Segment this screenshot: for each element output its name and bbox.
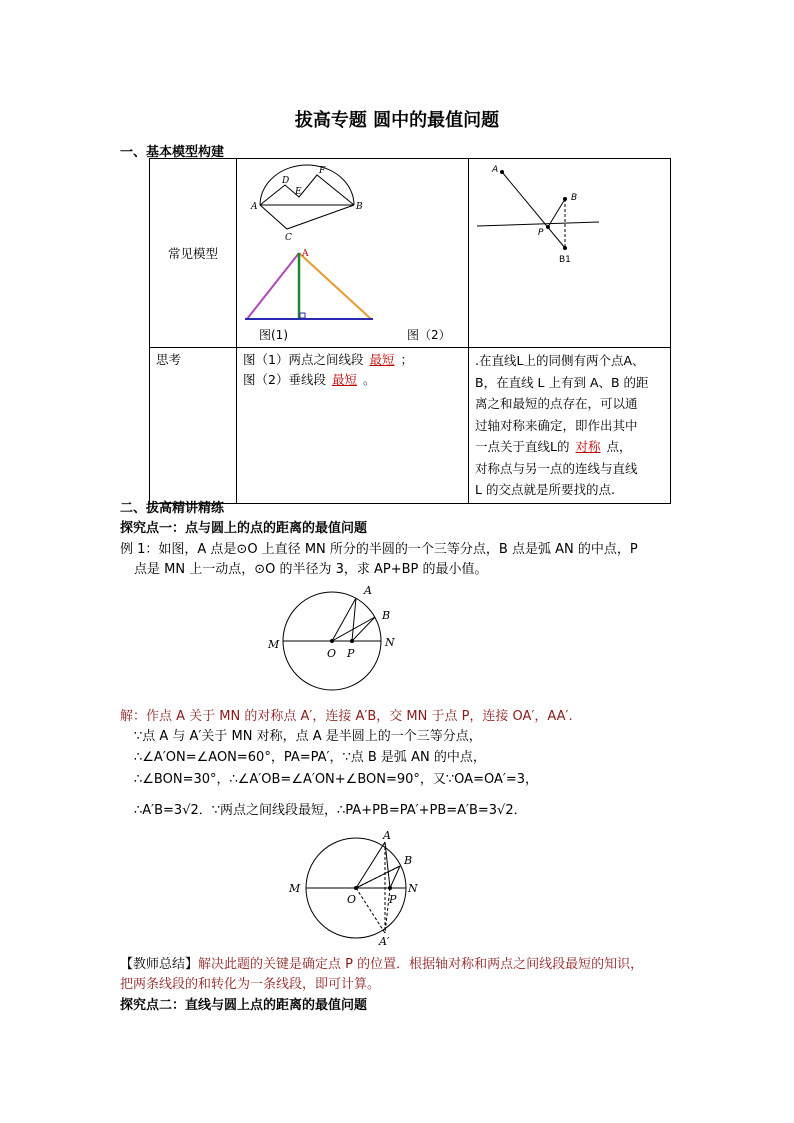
- fig2-label-a: A: [302, 249, 309, 259]
- cell-think-answers: [237, 348, 469, 504]
- c1-label-m: M: [268, 638, 280, 651]
- solution-line-5: ∴A′B=3√2．∵两点之间线段最短，∴PA+PB=PA′+PB=A′B=3√2．: [134, 803, 527, 818]
- row-label-models-text: 常见模型: [167, 246, 218, 261]
- explore-heading-2: 探究点二：直线与圆上点的距离的最值问题: [120, 998, 368, 1013]
- figure-1-2: [237, 159, 468, 347]
- c1-label-a: A: [364, 584, 372, 597]
- solution-line-1: 解：作点 A 关于 MN 的对称点 A′，连接 A′B，交 MN 于点 P，连接 OA′，AA′.: [120, 709, 573, 724]
- circle-figure-2: [285, 830, 435, 950]
- c1-label-o: O: [327, 647, 337, 660]
- fig1-label-f: F: [319, 166, 326, 176]
- think-line-1: 图（1）两点之间线段 最短 ；: [243, 352, 413, 367]
- cell-figures: [237, 159, 469, 348]
- fig3-label-a: A: [492, 165, 499, 175]
- summary-text-1: 解决此题的关键是确定点 P 的位置．根据轴对称和两点之间线段最短的知识，: [198, 957, 644, 972]
- solution-line-4: ∴∠BON=30°，∴∠A′OB=∠A′ON+∠BON=90°，又∵OA=OA′=3，: [134, 772, 538, 787]
- row-label-think: [150, 348, 237, 504]
- section-heading-2: 二、拔高精讲精练: [120, 501, 225, 516]
- summary-line-1: [120, 953, 643, 972]
- explore-heading-1: 探究点一：点与圆上的点的距离的最值问题: [120, 521, 368, 536]
- explain-line-3: 离之和最短的点存在，可以通: [475, 396, 638, 411]
- summary-tag: 【教师总结】: [120, 957, 199, 972]
- fig1-label-c: C: [285, 233, 292, 243]
- think-line-2: 图（2）垂线段 最短 。: [243, 372, 376, 387]
- reflection-figure: [469, 159, 670, 347]
- fig1-label-a: A: [251, 202, 258, 212]
- explain-line-6: 对称点与另一点的连线与直线: [475, 460, 638, 476]
- answer-shortest-1: 最短: [369, 352, 395, 367]
- example-line-1: 例 1：如图，A 点是⊙O 上直径 MN 所分的半圆的一个三等分点，B 点是弧 AN 的中点，P: [120, 542, 638, 557]
- row-label-think-text: 思考: [156, 352, 182, 367]
- fig1-label-e: E: [295, 187, 302, 197]
- fig3-label-p: P: [538, 228, 544, 238]
- fig2-caption: 图（2）: [407, 328, 451, 342]
- cell-explanation: [469, 348, 671, 504]
- triangle-figure: [245, 249, 373, 319]
- fig1-caption: 图(1): [259, 328, 288, 342]
- cell-reflection-figure: [469, 159, 671, 348]
- semicircle-figure: [250, 165, 363, 243]
- row-label-models: [150, 159, 237, 348]
- answer-symmetric: 对称: [575, 439, 601, 454]
- fig3-label-b: B: [571, 193, 578, 203]
- c2-label-a: A: [383, 830, 391, 842]
- explain-line-5: 一点关于直线L的 对称 点，: [475, 439, 632, 454]
- section-heading-1: 一、基本模型构建: [120, 145, 225, 160]
- fig1-label-b: B: [356, 202, 363, 212]
- summary-line-2: 把两条线段的和转化为一条线段，即可计算。: [120, 977, 381, 992]
- answer-shortest-2: 最短: [331, 372, 357, 387]
- c2-label-m: M: [289, 882, 301, 895]
- fig3-label-b1: B1: [559, 255, 571, 265]
- example-line-2: 点是 MN 上一动点，⊙O 的半径为 3，求 AP+BP 的最小值。: [134, 562, 488, 577]
- solution-line-3: ∴∠A′ON=∠AON=60°，PA=PA′，∵点 B 是弧 AN 的中点，: [134, 750, 486, 765]
- circle-figure-1: [260, 580, 410, 700]
- explain-line-2: B，在直线 L 上有到 A、B 的距: [475, 374, 649, 390]
- c2-label-p: P: [389, 893, 397, 906]
- c2-label-o: O: [347, 893, 357, 906]
- c2-label-a-prime: A′: [379, 935, 390, 948]
- model-table: [149, 158, 671, 504]
- c1-label-p: P: [347, 647, 355, 660]
- c2-label-n: N: [408, 882, 418, 895]
- c2-label-b: B: [404, 854, 413, 867]
- c1-label-b: B: [382, 609, 391, 622]
- fig1-label-d: D: [282, 176, 290, 186]
- explain-line-1: .在直线L上的同侧有两个点A、: [475, 353, 645, 368]
- page-title: 拔高专题 圆中的最值问题: [294, 110, 500, 131]
- explain-line-4: 过轴对称来确定，即作出其中: [475, 417, 638, 433]
- solution-line-2: ∵点 A 与 A′关于 MN 对称，点 A 是半圆上的一个三等分点，: [134, 729, 482, 744]
- explain-line-7: L 的交点就是所要找的点.: [475, 482, 615, 497]
- c1-label-n: N: [385, 636, 395, 649]
